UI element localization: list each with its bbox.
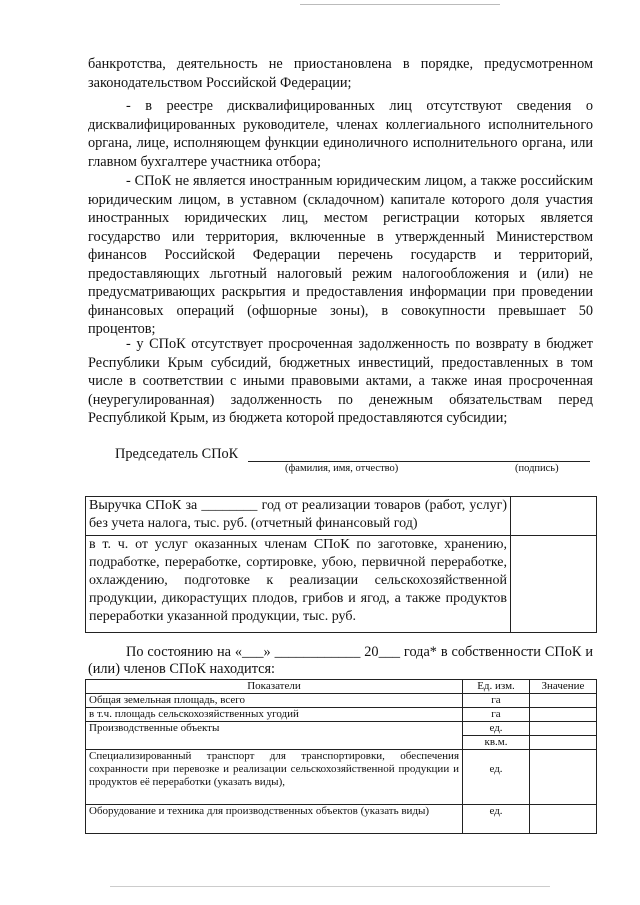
indicator-unit: ед. xyxy=(463,805,530,834)
services-row-label: в т. ч. от услуг оказанных членам СПоК по заготовке, хранению, подработке, переработке, сортировке, убою, первичной переработке, охлаждению, подготовке к реализации сельскохозяйственной продукции, дикорастущих плодов, грибов и ягод, а также продуктов переработки указанной продукции, тыс. руб. xyxy=(86,536,511,633)
header-indicators: Показатели xyxy=(86,680,463,694)
state-statement: По состоянию на «___» ____________ 20___ года* в собственности СПоК и (или) членов СПоК находится: xyxy=(88,644,593,677)
table-row xyxy=(86,497,597,536)
signature-line xyxy=(248,461,590,462)
revenue-table xyxy=(85,496,597,633)
revenue-value-cell[interactable] xyxy=(511,497,597,536)
indicator-name: Общая земельная площадь, всего xyxy=(86,694,463,708)
services-value-cell[interactable] xyxy=(511,536,597,633)
indicator-unit: га xyxy=(463,694,530,708)
indicator-value[interactable] xyxy=(530,722,597,736)
table-row xyxy=(86,805,597,834)
scan-artifact xyxy=(300,4,500,5)
indicator-value[interactable] xyxy=(530,805,597,834)
revenue-row-label: Выручка СПоК за ________ год от реализации товаров (работ, услуг) без учета налога, тыс. руб. (отчетный финансовый год) xyxy=(86,497,511,536)
indicator-name: Производственные объекты xyxy=(86,722,463,750)
table-row xyxy=(86,722,597,736)
header-value: Значение xyxy=(530,680,597,694)
sign-caption: (подпись) xyxy=(515,463,559,474)
indicator-value[interactable] xyxy=(530,694,597,708)
paragraph-debt: - у СПоК отсутствует просроченная задолженность по возврату в бюджет Республики Крым субсидий, бюджетных инвестиций, предоставленных в том числе в соответствии с иными правовыми актами, а также иная просроченная (неурегулированная) задолженность по денежным обязательствам перед Республикой Крым, из бюджета которой предоставляются субсидии; xyxy=(88,336,593,426)
indicator-value[interactable] xyxy=(530,736,597,750)
table-row xyxy=(86,708,597,722)
scan-artifact xyxy=(110,886,550,887)
header-unit: Ед. изм. xyxy=(463,680,530,694)
indicator-unit: ед. xyxy=(463,750,530,805)
table-header-row xyxy=(86,680,597,694)
indicator-value[interactable] xyxy=(530,750,597,805)
table-row xyxy=(86,536,597,633)
indicator-name: Специализированный транспорт для транспортировки, обеспечения сохранности при перевозке и реализации сельскохозяйственной продукции и продуктов её переработки (указать виды), xyxy=(86,750,463,805)
paragraph-disqualified: - в реестре дисквалифицированных лиц отсутствуют сведения о дисквалифицированных руководителе, членах коллегиального исполнительного органа, лице, исполняющем функции единоличного исполнительного органа, или главном бухгалтере участника отбора; xyxy=(88,98,593,170)
table-row xyxy=(86,750,597,805)
paragraph-foreign-entity: - СПоК не является иностранным юридическим лицом, а также российским юридическим лицом, в уставном (складочном) капитале которого доля участия иностранных юридических лиц, местом регистрации которых является государство или территория, включенные в утвержденный Министерством финансов Российской Федерации перечень государств и территорий, предоставляющих льготный налоговый режим налогообложения и (или) не предусматривающих раскрытия и предоставления информации при проведении финансовых операций (офшорные зоны), в совокупности превышает 50 процентов; xyxy=(88,173,593,337)
table-row xyxy=(86,694,597,708)
paragraph-bankruptcy: банкротства, деятельность не приостановлена в порядке, предусмотренном законодательством Российской Федерации; xyxy=(88,56,593,91)
signature-label: Председатель СПоК xyxy=(115,446,239,462)
name-caption: (фамилия, имя, отчество) xyxy=(285,463,399,474)
indicator-value[interactable] xyxy=(530,708,597,722)
indicator-unit: га xyxy=(463,708,530,722)
indicator-unit: кв.м. xyxy=(463,736,530,750)
indicator-name: в т.ч. площадь сельскохозяйственных угодий xyxy=(86,708,463,722)
indicator-unit: ед. xyxy=(463,722,530,736)
indicators-table xyxy=(85,679,597,834)
indicator-name: Оборудование и техника для производственных объектов (указать виды) xyxy=(86,805,463,834)
